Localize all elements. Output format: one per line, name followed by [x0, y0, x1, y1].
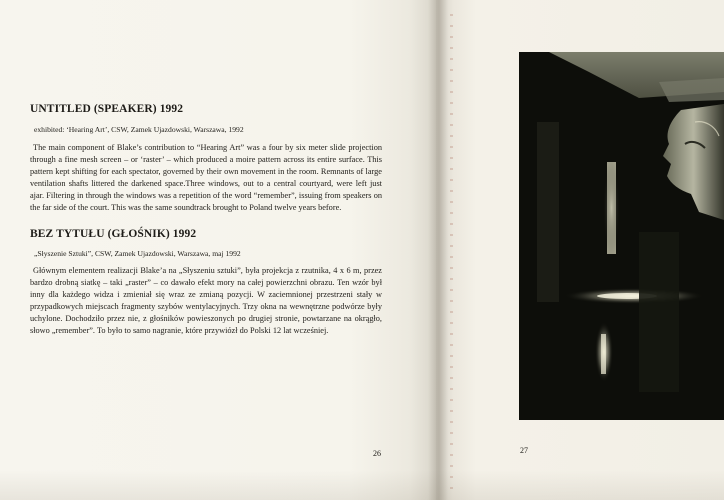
entry-exhibited-english: exhibited: ‘Hearing Art’, CSW, Zamek Ujazdowski, Warszawa, 1992	[34, 125, 244, 134]
entry-exhibited-polish: „Słyszenie Sztuki”, CSW, Zamek Ujazdowski, Warszawa, maj 1992	[34, 249, 241, 258]
page-number-right: 27	[520, 446, 528, 455]
entry-title-untitled-speaker: UNTITLED (SPEAKER) 1992	[30, 103, 184, 115]
entry-title-bez-tytulu: BEZ TYTUŁU (GŁOŚNIK) 1992	[30, 228, 197, 240]
right-page	[436, 0, 724, 500]
page-number-left: 26	[373, 449, 381, 458]
entry-body-polish: Głównym elementem realizacji Blake’a na „Słyszeniu sztuki”, była projekcja z rzutnika, 4 x 6 m, przez bardzo drobną siatkę – taki „raster” – co dawało efekt mory na całej powierzchni obrazu. Ten wzór był inny dla każdego widza i zmieniał się wraz ze zmianą pozycji. W zaciemnionej przestrzeni stały w przypadkowych miejscach fragmenty szybów wentylacyjnych. Trzy okna na wewnętrzne podwórze były uchylone. Dochodziło przez nie, z głośników powieszonych po drugiej stronie, powtarzane na okrągło, słowo „remember”. To było to samo nagranie, które przywiózł do Polski 12 lat wcześniej.	[30, 266, 382, 335]
installation-photo-graphic	[519, 52, 724, 420]
binding-stitch	[450, 14, 453, 494]
installation-photo	[519, 52, 724, 420]
entry-body-english: The main component of Blake’s contribution to “Hearing Art” was a four by six meter slide projection through a fine mesh screen – or ‘raster’ – which produced a moire pattern across its entire surface. This pattern kept shifting for each spectator, governed by their own movement in the room. Remnants of large ventilation shafts littered the darkened space.Three windows, out to a central courtyard, were left just ajar. Filtering in through the windows was a repetition of the word “remember”, issuing from speakers on the far side of the court. This was the same soundtrack brought to Poland twelve years before.	[30, 143, 382, 212]
